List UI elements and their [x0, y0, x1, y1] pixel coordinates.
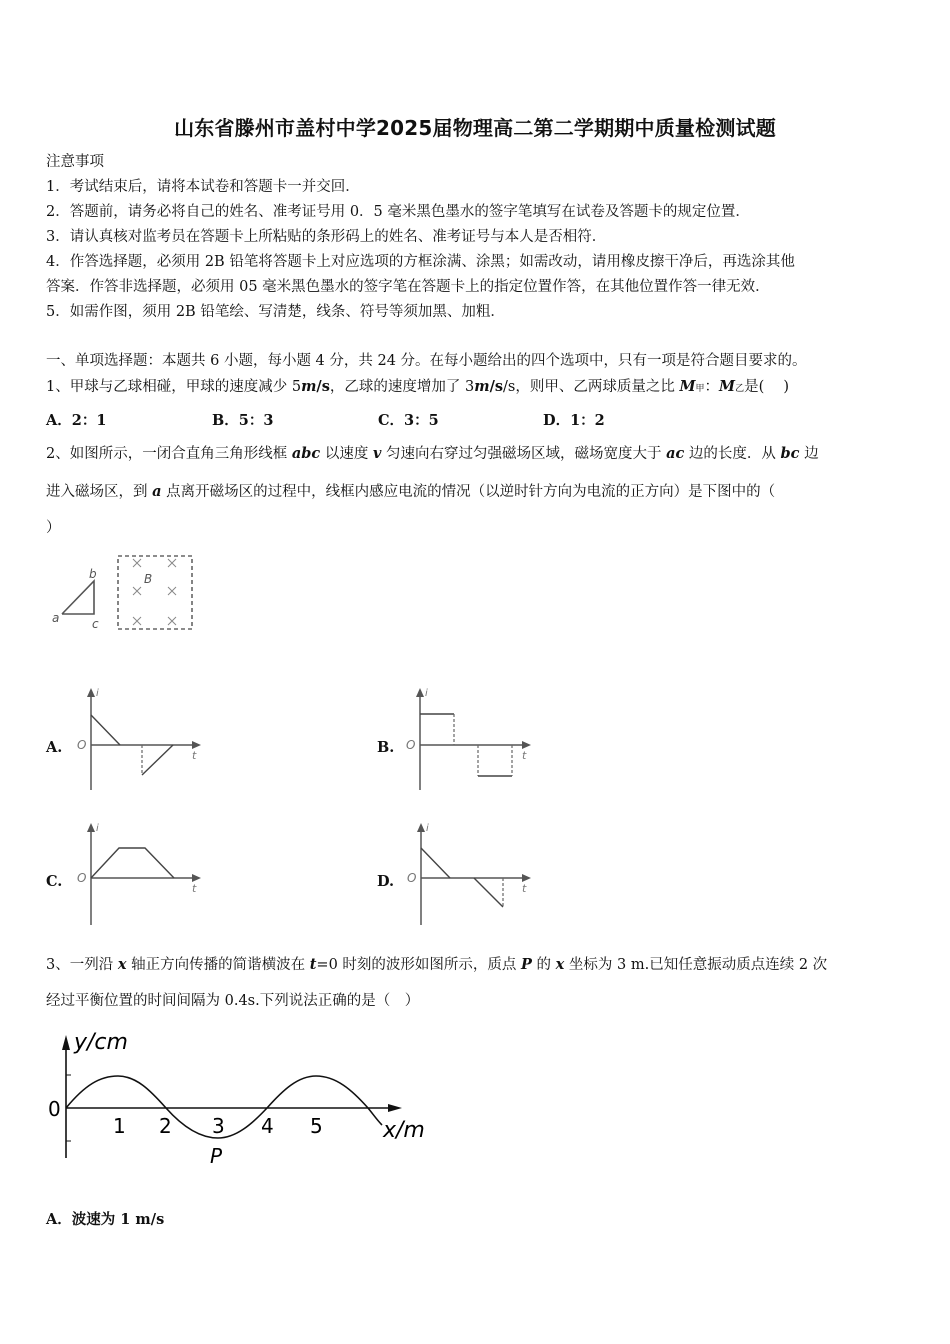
wave-graph — [40, 1020, 440, 1170]
page-title: 山东省滕州市盖村中学2025届物理高二第二学期期中质量检测试题 — [174, 116, 776, 140]
question-3-line-1: 3、一列沿 x 轴正方向传播的简谐横波在 t=0 时刻的波形如图所示，质点 P 的 x 坐标为 3 m.已知任意振动质点连续 2 次 — [46, 956, 828, 973]
svg-text:4: 4 — [261, 1114, 274, 1138]
question-2-option-a[interactable]: A. — [46, 739, 63, 756]
option-c-graph — [70, 820, 210, 930]
notice-item-1: 1．考试结束后，请将本试卷和答题卡一并交回． — [46, 179, 360, 195]
question-2-line-2: 进入磁场区，到 a 点离开磁场区的过程中，线框内感应电流的情况（以逆时针方向为电流的正方向）是下图中的（ — [46, 483, 776, 500]
notice-item-2: 2．答题前，请务必将自己的姓名、准考证号用 0．5 毫米黑色墨水的签字笔填写在试卷及答题卡的规定位置． — [46, 204, 750, 220]
question-2-option-d[interactable]: D. — [377, 873, 395, 890]
question-2-option-b[interactable]: B. — [377, 739, 395, 756]
notice-heading: 注意事项 — [46, 154, 104, 170]
origin-label: 0 — [48, 1097, 61, 1121]
svg-text:3: 3 — [212, 1114, 225, 1138]
label-a: a — [52, 611, 60, 625]
svg-text:2: 2 — [159, 1114, 172, 1138]
triangle-frame — [62, 581, 94, 614]
point-p-label: P — [210, 1144, 223, 1168]
svg-text:i: i — [96, 823, 99, 834]
question-1-option-a[interactable]: A．2：1 — [46, 412, 107, 429]
question-1-option-b[interactable]: B．5：3 — [212, 412, 274, 429]
notice-item-4-cont: 答案．作答非选择题，必须用 05 毫米黑色墨水的签字笔在答题卡上的指定位置作答，在其他位置作答一律无效． — [46, 279, 770, 295]
label-b: b — [89, 567, 97, 581]
y-axis-label: y/cm — [74, 1030, 128, 1055]
option-a-graph — [70, 685, 210, 795]
question-3-line-2: 经过平衡位置的时间间隔为 0.4s.下列说法正确的是（ ） — [46, 993, 420, 1009]
x-axis-label: x/m — [383, 1118, 425, 1143]
svg-text:i: i — [96, 688, 99, 699]
svg-text:t: t — [192, 749, 197, 762]
svg-text:t: t — [522, 882, 527, 895]
svg-text:i: i — [425, 688, 428, 699]
notice-item-5: 5．如需作图，须用 2B 铅笔绘、写清楚，线条、符号等须加黑、加粗． — [46, 304, 505, 320]
notice-item-3: 3．请认真核对监考员在答题卡上所粘贴的条形码上的姓名、准考证号与本人是否相符． — [46, 229, 607, 245]
question-3-option-a[interactable]: A．波速为 1 m/s — [46, 1211, 165, 1228]
svg-text:O: O — [77, 738, 87, 752]
question-2-line-3: ） — [46, 520, 61, 536]
field-cross-marks — [133, 559, 176, 625]
question-1-option-c[interactable]: C．3：5 — [378, 412, 439, 429]
magnetic-field-region — [118, 556, 192, 629]
svg-text:O: O — [406, 738, 416, 752]
svg-text:1: 1 — [113, 1114, 126, 1138]
question-2-figure — [40, 545, 210, 640]
svg-text:5: 5 — [310, 1114, 323, 1138]
question-1-stem: 1、甲球与乙球相碰，甲球的速度减少 5m/s，乙球的速度增加了 3m/s/s，则甲、乙两球质量之比 M甲：M乙是( ) — [46, 378, 790, 395]
label-B: B — [144, 572, 153, 586]
question-2-option-c[interactable]: C. — [46, 873, 63, 890]
label-c: c — [92, 617, 99, 631]
option-d-graph — [400, 820, 540, 930]
svg-text:O: O — [77, 871, 87, 885]
question-1-option-d[interactable]: D．1：2 — [543, 412, 605, 429]
svg-text:i: i — [426, 823, 429, 834]
svg-text:t: t — [522, 749, 527, 762]
section-heading: 一、单项选择题：本题共 6 小题，每小题 4 分，共 24 分。在每小题给出的四个选项中，只有一项是符合题目要求的。 — [46, 353, 807, 369]
svg-text:O: O — [407, 871, 417, 885]
question-2-line-1: 2、如图所示，一闭合直角三角形线框 abc 以速度 v 匀速向右穿过匀强磁场区域，磁场宽度大于 ac 边的长度．从 bc 边 — [46, 445, 819, 462]
notice-item-4: 4．作答选择题，必须用 2B 铅笔将答题卡上对应选项的方框涂满、涂黑；如需改动，请用橡皮擦干净后，再选涂其他 — [46, 254, 795, 270]
svg-text:t: t — [192, 882, 197, 895]
option-b-graph — [400, 685, 540, 795]
